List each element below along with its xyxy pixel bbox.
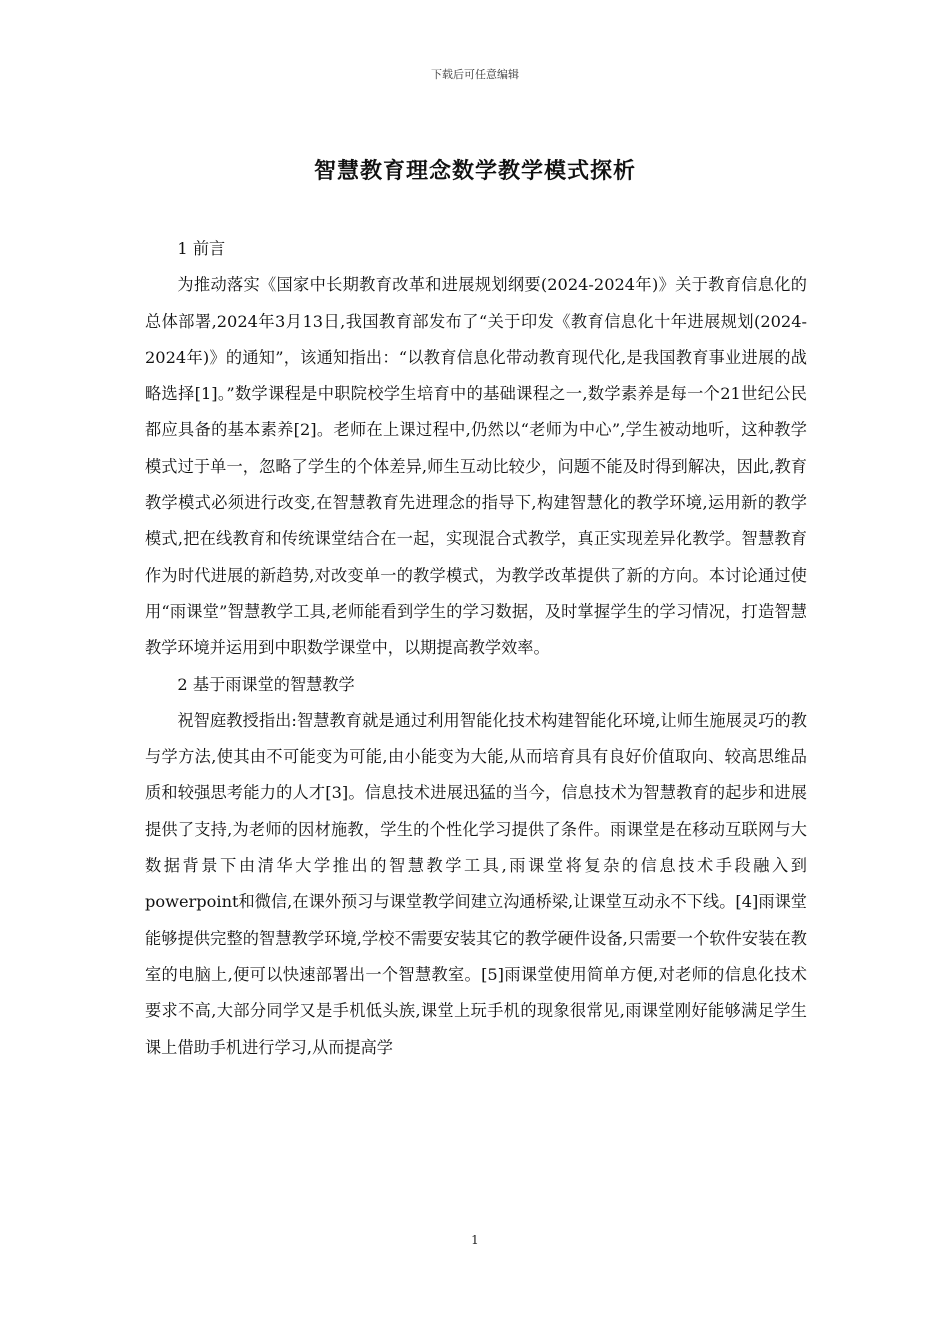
section-paragraph-rain-classroom: 祝智庭教授指出:智慧教育就是通过利用智能化技术构建智能化环境,让师生施展灵巧的教与学方法,使其由不可能变为可能,由小能变为大能,从而培育具有良好价值取向、较高思维品质和较强思考能力的人才[3]。信息技术进展迅猛的当今，信息技术为智慧教育的起步和进展提供了支持,为老师的因材施教，学生的个性化学习提供了条件。雨课堂是在移动互联网与大数据背景下由清华大学推出的智慧教学工具,雨课堂将复杂的信息技术手段融入到powerpoint和微信,在课外预习与课堂教学间建立沟通桥梁,让课堂互动永不下线。[4]雨课堂能够提供完整的智慧教学环境,学校不需要安装其它的教学硬件设备,只需要一个软件安装在教室的电脑上,便可以快速部署出一个智慧教室。[5]雨课堂使用简单方便,对老师的信息化技术要求不高,大部分同学又是手机低头族,课堂上玩手机的现象很常见,雨课堂刚好能够满足学生课上借助手机进行学习,从而提高学: [145, 710, 807, 1057]
section-heading-rain-classroom: 2 基于雨课堂的智慧教学: [177, 674, 355, 694]
document-title: 智慧教育理念数学教学模式探析: [313, 158, 636, 184]
page-number: 1: [471, 1233, 479, 1247]
section-heading-introduction: 1 前言: [177, 239, 226, 258]
document-body: [145, 231, 807, 1066]
header-note: 下载后可任意编辑: [431, 68, 519, 81]
section-paragraph-introduction: 为推动落实《国家中长期教育改革和进展规划纲要(2024-2024年)》关于教育信息化的总体部署,2024年3月13日,我国教育部发布了“关于印发《教育信息化十年进展规划(2024-2024年)》的通知”，该通知指出：“以教育信息化带动教育现代化,是我国教育事业进展的战略选择[1]。”数学课程是中职院校学生培育中的基础课程之一,数学素养是每一个21世纪公民都应具备的基本素养[2]。老师在上课过程中,仍然以“老师为中心”,学生被动地听，这种教学模式过于单一，忽略了学生的个体差异,师生互动比较少，问题不能及时得到解决，因此,教育教学模式必须进行改变,在智慧教育先进理念的指导下,构建智慧化的教学环境,运用新的教学模式,把在线教育和传统课堂结合在一起，实现混合式教学，真正实现差异化教学。智慧教育作为时代进展的新趋势,对改变单一的教学模式，为教学改革提供了新的方向。本讨论通过使用“雨课堂”智慧教学工具,老师能看到学生的学习数据，及时掌握学生的学习情况，打造智慧教学环境并运用到中职数学课堂中，以期提高教学效率。: [145, 275, 807, 658]
